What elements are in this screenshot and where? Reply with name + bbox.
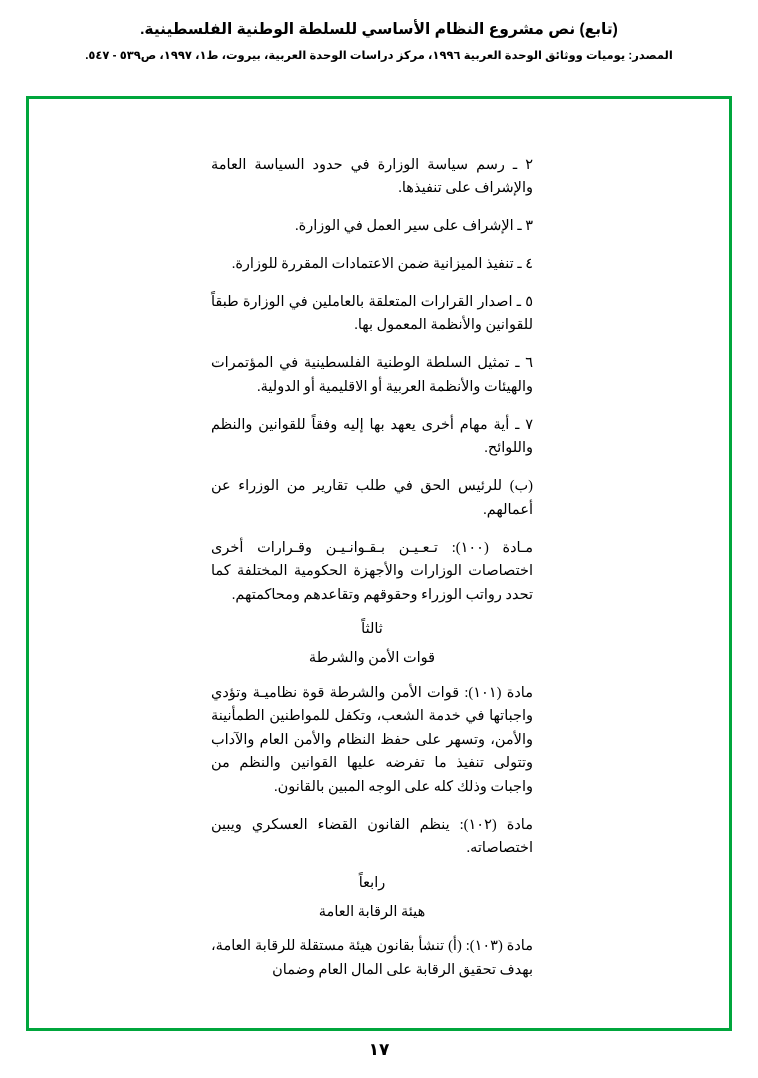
- page-number: ١٧: [368, 1040, 390, 1059]
- list-item: ٧ ـ أية مهام أخرى يعهد بها إليه وفقاً للقوانين والنظم واللوائح.: [211, 416, 533, 457]
- article-102: مادة (١٠٢): ينظم القانون القضاء العسكري ويبين اختصاصاته.: [211, 816, 533, 857]
- section-heading-third: ثالثاً: [361, 621, 383, 638]
- list-item: ٤ ـ تنفيذ الميزانية ضمن الاعتمادات المقررة للوزارة.: [231, 255, 533, 272]
- document-header: [0, 0, 758, 64]
- clause-b: (ب) للرئيس الحق في طلب تقارير من الوزراء عن أعمالهم.: [211, 478, 533, 518]
- article-103: مادة (١٠٣): (أ) تنشأ بقانون هيئة مستقلة للرقابة العامة، بهدف تحقيق الرقابة على المال العام وضمان: [211, 938, 533, 978]
- article-101: مادة (١٠١): قوات الأمن والشرطة قوة نظاميـة وتؤدي واجباتها في خدمة الشعب، وتكفل للمواطنين الطمأنينة والأمن، وتسهر على حفظ النظام والأمن العام والآداب وتتولى تنفيذ ما تفرضه عليها القوانين والنظم من واجبات وذلك كله على الوجه المبين بالقانون.: [211, 684, 533, 795]
- article-100: مـادة (١٠٠): تـعـيـن بـقـوانـيـن وقـرارات أخرى اختصاصات الوزارات والأجهزة الحكومية المختلفة كما تحدد رواتب الوزراء وحقوقهم وتقاعدهم ومحاكمتهم.: [211, 539, 533, 603]
- section-heading-audit-authority: هيئة الرقابة العامة: [318, 903, 426, 920]
- content-frame: [26, 96, 732, 1031]
- list-item: ٣ ـ الإشراف على سير العمل في الوزارة.: [294, 217, 533, 234]
- section-heading-security-forces: قوات الأمن والشرطة: [308, 650, 436, 667]
- list-item: ٢ ـ رسم سياسة الوزارة في حدود السياسة العامة والإشراف على تنفيذها.: [211, 156, 533, 196]
- page-title: (تابع) نص مشروع النظام الأساسي للسلطة الوطنية الفلسطينية.: [140, 21, 618, 38]
- list-item: ٥ ـ اصدار القرارات المتعلقة بالعاملين في الوزارة طبقاً للقوانين والأنظمة المعمول بها.: [211, 293, 533, 334]
- section-heading-fourth: رابعاً: [358, 874, 386, 891]
- source-line: المصدر: يوميات ووثائق الوحدة العربية ١٩٩٦، مركز دراسات الوحدة العربية، بيروت، ط١، ١٩٩٧، ص٥٣٩ - ٥٤٧.: [85, 50, 673, 63]
- document-body: [211, 139, 533, 993]
- list-item: ٦ ـ تمثيل السلطة الوطنية الفلسطينية في المؤتمرات والهيئات والأنظمة العربية أو الاقليمية أو الدولية.: [211, 355, 533, 395]
